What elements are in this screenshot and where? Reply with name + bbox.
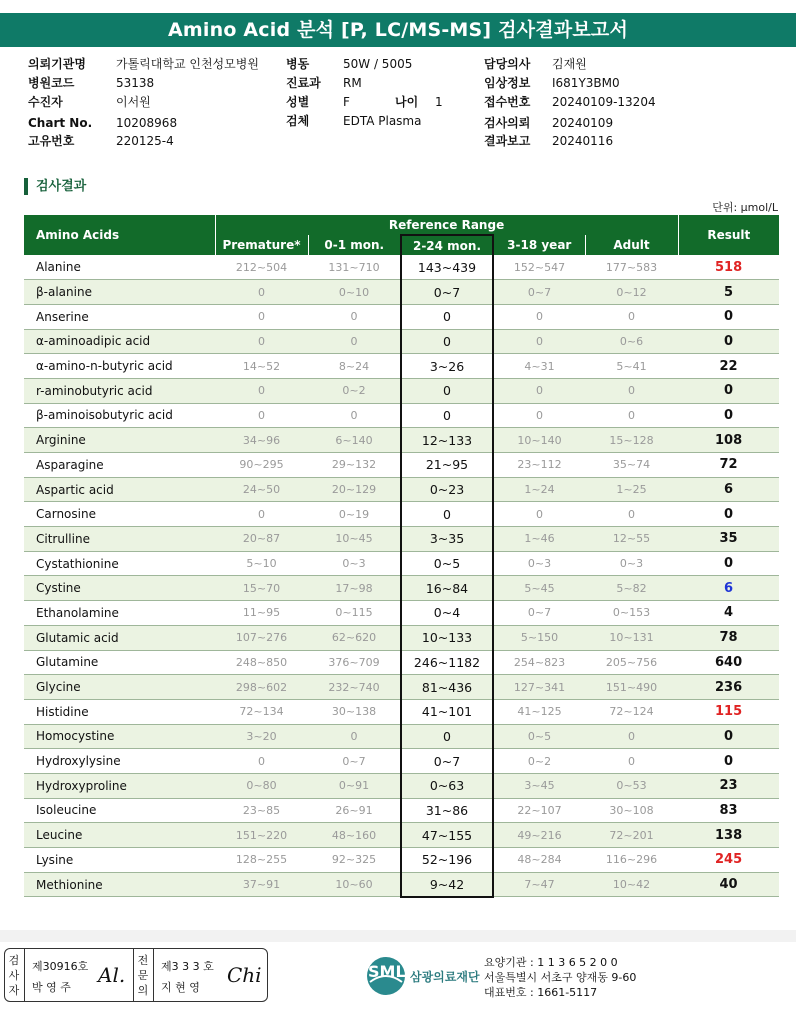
result-value: 138	[678, 823, 779, 848]
ref-premature: 0~80	[215, 773, 308, 798]
ref-3-18-year: 152~547	[493, 255, 585, 280]
header-amino-acids: Amino Acids	[24, 215, 215, 255]
label-hospital-code: 병원코드	[28, 76, 75, 90]
ref-adult: 0~53	[585, 773, 678, 798]
ref-3-18-year: 10~140	[493, 428, 585, 453]
ref-0-1-mon: 0~7	[308, 749, 401, 774]
specialist-label: 전 문 의	[137, 954, 149, 997]
ref-adult: 35~74	[585, 453, 678, 478]
ref-0-1-mon: 0	[308, 403, 401, 428]
signature-box	[4, 948, 268, 1002]
ref-3-18-year: 3~45	[493, 773, 585, 798]
ref-adult: 205~756	[585, 650, 678, 675]
result-value: 5	[678, 280, 779, 305]
ref-2-24-mon: 0	[401, 329, 493, 354]
ref-3-18-year: 5~150	[493, 625, 585, 650]
ref-3-18-year: 23~112	[493, 453, 585, 478]
ref-premature: 3~20	[215, 724, 308, 749]
org-code: 요양기관 : 1 1 3 6 5 2 0 0	[484, 956, 618, 969]
ref-adult: 12~55	[585, 527, 678, 552]
amino-acid-name: Citrulline	[24, 527, 215, 552]
amino-acid-name: Methionine	[24, 872, 215, 897]
label-department: 진료과	[286, 76, 321, 90]
ref-adult: 0~6	[585, 329, 678, 354]
ref-2-24-mon: 16~84	[401, 576, 493, 601]
table-row	[24, 872, 779, 897]
ref-adult: 1~25	[585, 477, 678, 502]
ref-adult: 177~583	[585, 255, 678, 280]
section-title: 검사결과	[24, 178, 86, 195]
ref-2-24-mon: 0~7	[401, 749, 493, 774]
value-report-date: 20240116	[552, 134, 614, 148]
table-row	[24, 848, 779, 873]
table-row	[24, 823, 779, 848]
table-row	[24, 403, 779, 428]
value-doctor: 김재원	[552, 57, 587, 71]
ref-premature: 0	[215, 329, 308, 354]
value-specimen: EDTA Plasma	[343, 114, 422, 128]
ref-2-24-mon: 0	[401, 403, 493, 428]
result-value: 22	[678, 354, 779, 379]
ref-2-24-mon: 81~436	[401, 675, 493, 700]
label-report-date: 결과보고	[484, 134, 531, 148]
table-row	[24, 675, 779, 700]
ref-adult: 5~41	[585, 354, 678, 379]
value-chart-no: 10208968	[116, 116, 178, 130]
amino-acid-name: α-amino-n-butyric acid	[24, 354, 215, 379]
ref-adult: 0	[585, 403, 678, 428]
ref-2-24-mon: 246~1182	[401, 650, 493, 675]
label-doctor: 담당의사	[484, 57, 531, 71]
ref-adult: 0	[585, 304, 678, 329]
result-value: 0	[678, 502, 779, 527]
amino-acid-name: Asparagine	[24, 453, 215, 478]
result-value: 115	[678, 699, 779, 724]
ref-3-18-year: 0	[493, 502, 585, 527]
table-row	[24, 601, 779, 626]
ref-3-18-year: 0	[493, 378, 585, 403]
ref-2-24-mon: 0~5	[401, 551, 493, 576]
org-address: 서울특별시 서초구 양재동 9-60	[484, 971, 637, 984]
ref-premature: 0	[215, 304, 308, 329]
ref-3-18-year: 0~2	[493, 749, 585, 774]
ref-premature: 107~276	[215, 625, 308, 650]
value-institution: 가톨릭대학교 인천성모병원	[116, 57, 259, 71]
specialist-license: 제3 3 3 호	[161, 960, 214, 973]
label-institution: 의뢰기관명	[28, 57, 86, 71]
result-value: 6	[678, 477, 779, 502]
amino-acid-name: β-aminoisobutyric acid	[24, 403, 215, 428]
result-value: 640	[678, 650, 779, 675]
ref-premature: 23~85	[215, 798, 308, 823]
amino-acid-name: Arginine	[24, 428, 215, 453]
result-value: 0	[678, 403, 779, 428]
ref-premature: 212~504	[215, 255, 308, 280]
ref-0-1-mon: 10~45	[308, 527, 401, 552]
ref-2-24-mon: 0~7	[401, 280, 493, 305]
table-row	[24, 650, 779, 675]
results-table	[24, 215, 779, 898]
header-ref-2-24-mon: 2-24 mon.	[401, 235, 493, 255]
ref-0-1-mon: 376~709	[308, 650, 401, 675]
ref-adult: 72~124	[585, 699, 678, 724]
result-value: 35	[678, 527, 779, 552]
ref-2-24-mon: 3~35	[401, 527, 493, 552]
organization-info	[484, 955, 636, 1000]
ref-3-18-year: 0~7	[493, 601, 585, 626]
value-sex: F	[343, 95, 350, 109]
result-value: 0	[678, 304, 779, 329]
examiner-signature: Al.	[98, 963, 126, 987]
header-ref-0-1-mon: 0-1 mon.	[308, 235, 401, 255]
header-ref-3-18-year: 3-18 year	[493, 235, 585, 255]
ref-premature: 0	[215, 749, 308, 774]
ref-2-24-mon: 9~42	[401, 872, 493, 897]
specialist-signature: Chi	[227, 963, 262, 987]
ref-2-24-mon: 0~23	[401, 477, 493, 502]
ref-3-18-year: 49~216	[493, 823, 585, 848]
header-reference-range: Reference Range	[215, 215, 678, 235]
header-ref-premature: Premature*	[215, 235, 308, 255]
result-value: 236	[678, 675, 779, 700]
ref-0-1-mon: 131~710	[308, 255, 401, 280]
ref-premature: 14~52	[215, 354, 308, 379]
amino-acid-name: Glutamic acid	[24, 625, 215, 650]
result-value: 245	[678, 848, 779, 873]
label-chart-no: Chart No.	[28, 116, 93, 130]
examiner-label: 검 사 자	[8, 954, 20, 997]
amino-acid-name: Glycine	[24, 675, 215, 700]
sign-divider-1	[24, 949, 25, 1001]
ref-adult: 0	[585, 724, 678, 749]
table-row	[24, 280, 779, 305]
ref-3-18-year: 5~45	[493, 576, 585, 601]
amino-acid-name: Hydroxyproline	[24, 773, 215, 798]
examiner-name: 박 영 주	[32, 981, 71, 994]
value-age: 1	[435, 95, 443, 109]
header-result: Result	[678, 215, 779, 255]
result-value: 0	[678, 724, 779, 749]
table-row	[24, 477, 779, 502]
ref-premature: 0	[215, 502, 308, 527]
result-value: 4	[678, 601, 779, 626]
ref-0-1-mon: 0~3	[308, 551, 401, 576]
ref-premature: 0	[215, 280, 308, 305]
amino-acid-name: Alanine	[24, 255, 215, 280]
result-value: 6	[678, 576, 779, 601]
amino-acid-name: Histidine	[24, 699, 215, 724]
amino-acid-name: Cystine	[24, 576, 215, 601]
ref-adult: 116~296	[585, 848, 678, 873]
ref-0-1-mon: 17~98	[308, 576, 401, 601]
report-title: Amino Acid 분석 [P, LC/MS-MS] 검사결과보고서	[0, 13, 796, 47]
amino-acid-name: Glutamine	[24, 650, 215, 675]
org-phone: 대표번호 : 1661-5117	[484, 986, 598, 999]
ref-0-1-mon: 0~91	[308, 773, 401, 798]
examiner-license: 제30916호	[32, 960, 89, 973]
ref-0-1-mon: 26~91	[308, 798, 401, 823]
ref-2-24-mon: 0~63	[401, 773, 493, 798]
amino-acid-name: Leucine	[24, 823, 215, 848]
amino-acid-name: r-aminobutyric acid	[24, 378, 215, 403]
table-row	[24, 798, 779, 823]
table-row	[24, 749, 779, 774]
amino-acid-name: Anserine	[24, 304, 215, 329]
ref-0-1-mon: 0~2	[308, 378, 401, 403]
ref-adult: 10~42	[585, 872, 678, 897]
table-row	[24, 378, 779, 403]
ref-2-24-mon: 0	[401, 502, 493, 527]
value-hospital-code: 53138	[116, 76, 155, 90]
ref-2-24-mon: 0~4	[401, 601, 493, 626]
result-value: 0	[678, 329, 779, 354]
ref-premature: 248~850	[215, 650, 308, 675]
value-unique-no: 220125-4	[116, 134, 174, 148]
ref-premature: 151~220	[215, 823, 308, 848]
ref-0-1-mon: 30~138	[308, 699, 401, 724]
table-row	[24, 527, 779, 552]
ref-3-18-year: 0	[493, 403, 585, 428]
table-row	[24, 354, 779, 379]
ref-2-24-mon: 0	[401, 304, 493, 329]
ref-0-1-mon: 0	[308, 304, 401, 329]
value-patient: 이서원	[116, 95, 151, 109]
ref-0-1-mon: 0~115	[308, 601, 401, 626]
amino-acid-name: β-alanine	[24, 280, 215, 305]
ref-adult: 151~490	[585, 675, 678, 700]
ref-0-1-mon: 29~132	[308, 453, 401, 478]
amino-acid-name: Aspartic acid	[24, 477, 215, 502]
ref-3-18-year: 0~7	[493, 280, 585, 305]
header-ref-adult: Adult	[585, 235, 678, 255]
ref-0-1-mon: 8~24	[308, 354, 401, 379]
ref-0-1-mon: 20~129	[308, 477, 401, 502]
ref-3-18-year: 1~24	[493, 477, 585, 502]
ref-3-18-year: 41~125	[493, 699, 585, 724]
ref-premature: 90~295	[215, 453, 308, 478]
amino-acid-name: α-aminoadipic acid	[24, 329, 215, 354]
ref-0-1-mon: 232~740	[308, 675, 401, 700]
amino-acid-name: Isoleucine	[24, 798, 215, 823]
table-row	[24, 304, 779, 329]
ref-2-24-mon: 0	[401, 724, 493, 749]
result-value: 518	[678, 255, 779, 280]
footer-divider	[0, 930, 796, 942]
ref-0-1-mon: 0~10	[308, 280, 401, 305]
ref-2-24-mon: 143~439	[401, 255, 493, 280]
ref-0-1-mon: 0~19	[308, 502, 401, 527]
ref-0-1-mon: 92~325	[308, 848, 401, 873]
ref-2-24-mon: 41~101	[401, 699, 493, 724]
ref-premature: 11~95	[215, 601, 308, 626]
amino-acid-name: Ethanolamine	[24, 601, 215, 626]
ref-adult: 0~3	[585, 551, 678, 576]
unit-label: 단위: μmol/L	[712, 201, 778, 214]
ref-adult: 72~201	[585, 823, 678, 848]
ref-3-18-year: 4~31	[493, 354, 585, 379]
table-row	[24, 453, 779, 478]
table-row	[24, 773, 779, 798]
result-value: 0	[678, 749, 779, 774]
label-patient: 수진자	[28, 95, 63, 109]
amino-acid-name: Cystathionine	[24, 551, 215, 576]
label-unique-no: 고유번호	[28, 134, 75, 148]
table-row	[24, 699, 779, 724]
label-receipt-no: 접수번호	[484, 95, 531, 109]
ref-adult: 30~108	[585, 798, 678, 823]
ref-0-1-mon: 0	[308, 724, 401, 749]
ref-premature: 34~96	[215, 428, 308, 453]
table-row	[24, 724, 779, 749]
table-row	[24, 255, 779, 280]
ref-premature: 0	[215, 403, 308, 428]
ref-adult: 10~131	[585, 625, 678, 650]
result-value: 72	[678, 453, 779, 478]
ref-adult: 0	[585, 502, 678, 527]
value-request-date: 20240109	[552, 116, 614, 130]
value-ward: 50W / 5005	[343, 57, 413, 71]
ref-2-24-mon: 52~196	[401, 848, 493, 873]
ref-3-18-year: 48~284	[493, 848, 585, 873]
label-ward: 병동	[286, 57, 310, 71]
patient-info	[0, 55, 796, 155]
ref-premature: 72~134	[215, 699, 308, 724]
label-specimen: 검체	[286, 114, 310, 128]
ref-0-1-mon: 0	[308, 329, 401, 354]
ref-2-24-mon: 10~133	[401, 625, 493, 650]
table-row	[24, 428, 779, 453]
ref-premature: 24~50	[215, 477, 308, 502]
specialist-name: 지 현 영	[161, 981, 200, 994]
table-row	[24, 551, 779, 576]
ref-3-18-year: 0	[493, 329, 585, 354]
ref-premature: 37~91	[215, 872, 308, 897]
ref-0-1-mon: 6~140	[308, 428, 401, 453]
result-value: 108	[678, 428, 779, 453]
ref-adult: 0~153	[585, 601, 678, 626]
sign-divider-2	[133, 949, 134, 1001]
ref-2-24-mon: 31~86	[401, 798, 493, 823]
amino-acid-name: Carnosine	[24, 502, 215, 527]
result-value: 0	[678, 551, 779, 576]
ref-3-18-year: 7~47	[493, 872, 585, 897]
ref-adult: 0~12	[585, 280, 678, 305]
ref-premature: 128~255	[215, 848, 308, 873]
ref-2-24-mon: 12~133	[401, 428, 493, 453]
table-row	[24, 576, 779, 601]
ref-3-18-year: 1~46	[493, 527, 585, 552]
ref-adult: 0	[585, 378, 678, 403]
ref-2-24-mon: 0	[401, 378, 493, 403]
ref-3-18-year: 22~107	[493, 798, 585, 823]
value-receipt-no: 20240109-13204	[552, 95, 656, 109]
result-value: 23	[678, 773, 779, 798]
result-value: 0	[678, 378, 779, 403]
result-value: 40	[678, 872, 779, 897]
table-row	[24, 625, 779, 650]
ref-3-18-year: 254~823	[493, 650, 585, 675]
ref-2-24-mon: 3~26	[401, 354, 493, 379]
table-row	[24, 502, 779, 527]
sign-divider-3	[153, 949, 154, 1001]
ref-3-18-year: 0~5	[493, 724, 585, 749]
result-value: 78	[678, 625, 779, 650]
value-clinical-info: I681Y3BM0	[552, 76, 620, 90]
amino-acid-name: Lysine	[24, 848, 215, 873]
logo-mark: SML	[368, 962, 406, 981]
ref-premature: 15~70	[215, 576, 308, 601]
ref-premature: 20~87	[215, 527, 308, 552]
ref-0-1-mon: 10~60	[308, 872, 401, 897]
ref-adult: 5~82	[585, 576, 678, 601]
ref-0-1-mon: 48~160	[308, 823, 401, 848]
ref-0-1-mon: 62~620	[308, 625, 401, 650]
ref-3-18-year: 0	[493, 304, 585, 329]
ref-3-18-year: 127~341	[493, 675, 585, 700]
label-request-date: 검사의뢰	[484, 116, 531, 130]
ref-2-24-mon: 47~155	[401, 823, 493, 848]
ref-2-24-mon: 21~95	[401, 453, 493, 478]
ref-adult: 15~128	[585, 428, 678, 453]
label-clinical-info: 임상정보	[484, 76, 531, 90]
value-department: RM	[343, 76, 362, 90]
label-age: 나이	[395, 95, 419, 109]
label-sex: 성별	[286, 95, 310, 109]
table-row	[24, 329, 779, 354]
ref-3-18-year: 0~3	[493, 551, 585, 576]
result-value: 83	[678, 798, 779, 823]
amino-acid-name: Homocystine	[24, 724, 215, 749]
amino-acid-name: Hydroxylysine	[24, 749, 215, 774]
ref-adult: 0	[585, 749, 678, 774]
ref-premature: 5~10	[215, 551, 308, 576]
ref-premature: 298~602	[215, 675, 308, 700]
logo-name: 삼광의료재단	[410, 970, 480, 984]
ref-premature: 0	[215, 378, 308, 403]
